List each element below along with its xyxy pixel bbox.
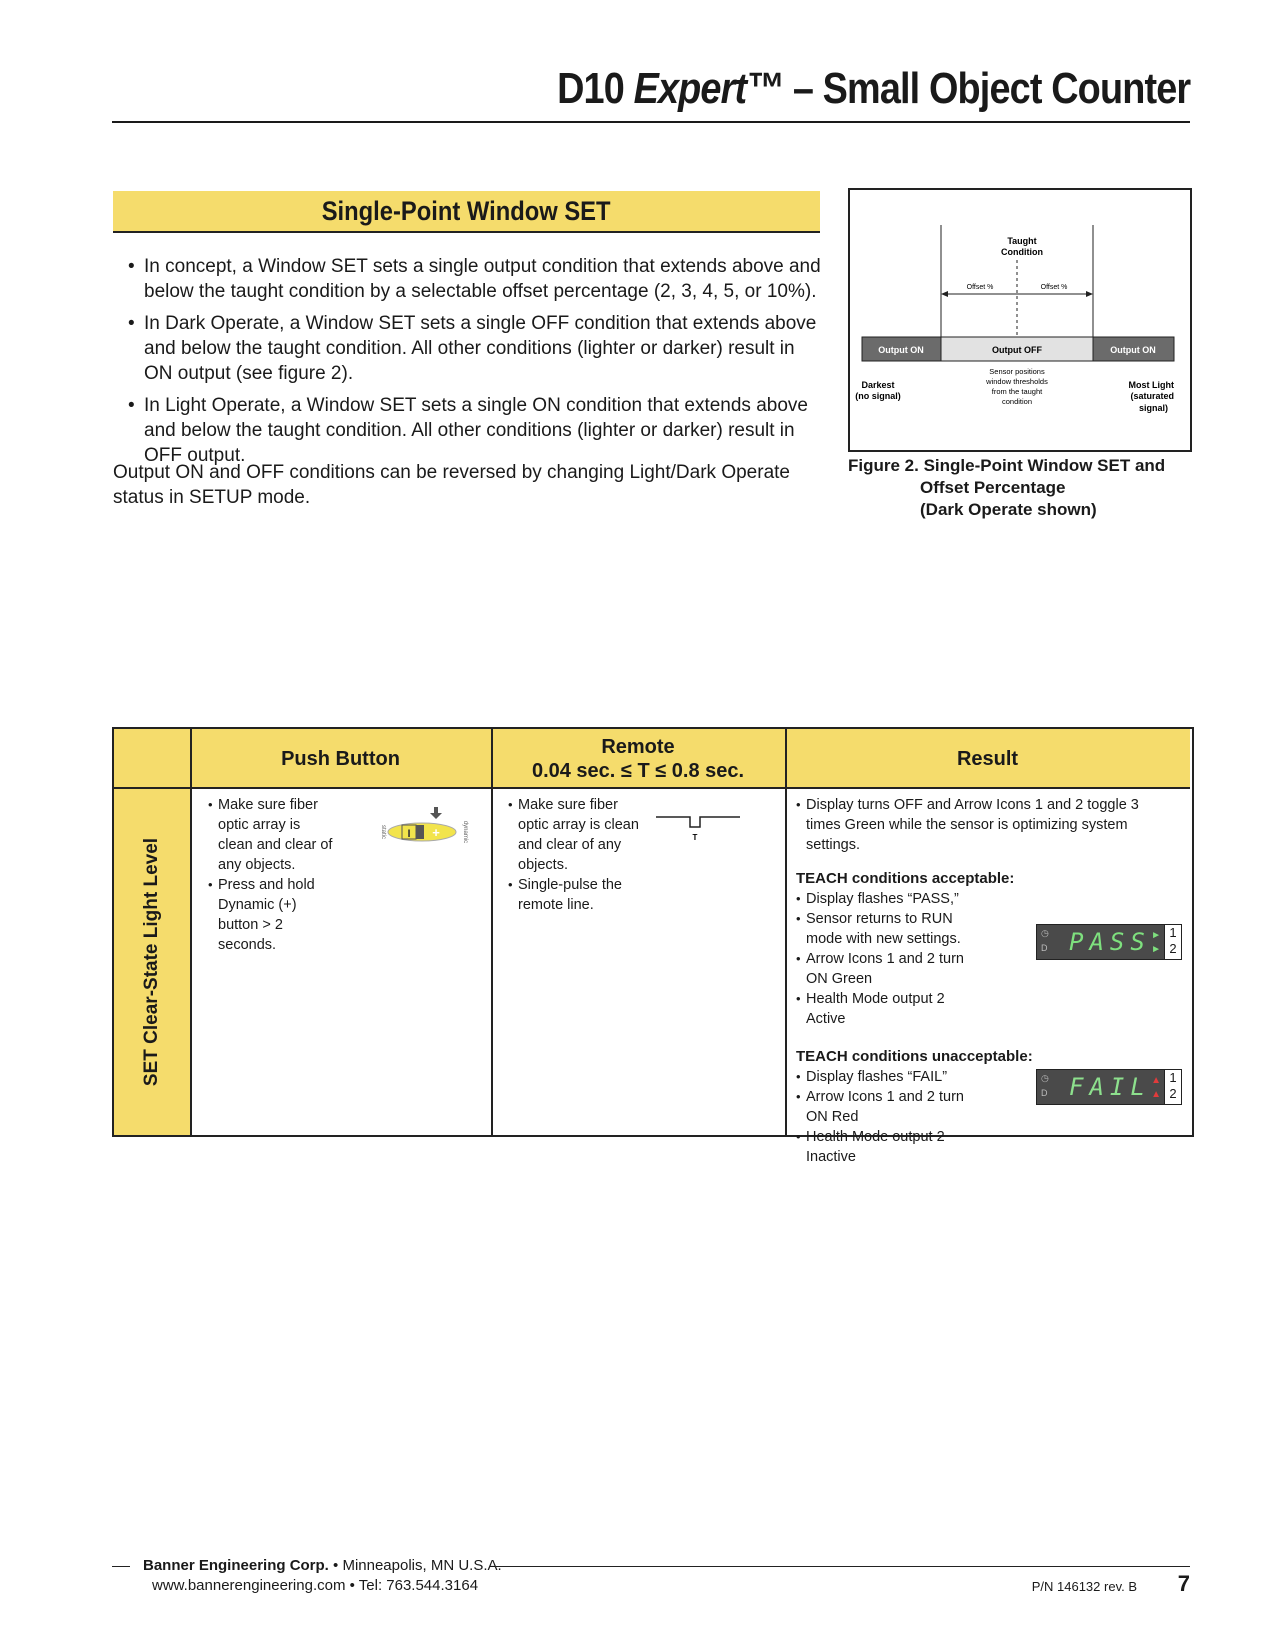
clock-icon: ◷ xyxy=(1041,928,1049,938)
list-item: • Arrow Icons 1 and 2 turn ON Red xyxy=(796,1087,976,1127)
footer-rule xyxy=(496,1566,1190,1567)
table-divider xyxy=(785,729,787,1135)
section-bullets xyxy=(128,254,828,475)
list-item: • Health Mode output 2 Inactive xyxy=(796,1127,976,1167)
d-icon: D xyxy=(1041,943,1048,953)
list-item: • Press and hold Dynamic (+) button > 2 seconds. xyxy=(208,875,338,955)
offset-arrow-left-icon xyxy=(941,291,948,297)
svg-text:static: static xyxy=(380,824,386,840)
thresholds-label-4: condition xyxy=(1001,397,1033,406)
footer-rule xyxy=(112,1566,130,1567)
table-divider xyxy=(491,729,493,1135)
svg-text:I: I xyxy=(407,828,411,840)
arrow-numbers: 1 2 xyxy=(1164,925,1181,959)
page-number: 7 xyxy=(1177,1571,1190,1596)
fail-display xyxy=(1036,1069,1182,1105)
list-item: • Make sure fiber optic array is clean and clear of any objects. xyxy=(508,795,648,875)
list-item: • Display flashes “FAIL” xyxy=(796,1067,976,1087)
header-rule xyxy=(112,121,1190,123)
footer-contact: www.bannerengineering.com • Tel: 763.544.3164 xyxy=(152,1577,479,1594)
list-item: • Health Mode output 2 Active xyxy=(796,989,976,1029)
list-item: • Display flashes “PASS,” xyxy=(796,889,976,909)
list-item: • Single-pulse the remote line. xyxy=(508,875,648,915)
acceptable-heading: TEACH conditions acceptable: xyxy=(796,870,1015,887)
light-label-1: Most Light xyxy=(1128,380,1174,390)
result-intro: • Display turns OFF and Arrow Icons 1 and 2 toggle 3 times Green while the sensor is optimizing system settings. xyxy=(796,795,1146,855)
part-number: P/N 146132 rev. B xyxy=(1031,1579,1137,1594)
list-item: • Sensor returns to RUN mode with new settings. xyxy=(796,909,976,949)
darkest-label-2: (no signal) xyxy=(855,391,901,401)
darkest-label-1: Darkest xyxy=(861,380,895,390)
svg-text:T: T xyxy=(692,833,698,842)
table-divider xyxy=(190,729,192,1135)
clock-icon: ◷ xyxy=(1041,1073,1049,1083)
remote-steps xyxy=(508,795,648,915)
footer-company: Banner Engineering Corp. • Minneapolis, MN U.S.A. xyxy=(143,1557,502,1574)
bullet-light-operate: • In Light Operate, a Window SET sets a single ON condition that extends above and below the taught condition. All other conditions (lighter or darker) result in OFF output. xyxy=(128,393,828,468)
dynamic-button-icon xyxy=(372,807,472,857)
bullet-concept: • In concept, a Window SET sets a single output condition that extends above and below the taught condition by a selectable offset percentage (2, 3, 4, 5, or 10%). xyxy=(128,254,828,304)
pass-display-text: PASS xyxy=(1069,928,1151,956)
arrow-numbers: 1 2 xyxy=(1164,1070,1181,1104)
body-paragraph: Output ON and OFF conditions can be reversed by changing Light/Dark Operate status in SETUP mode. xyxy=(113,462,790,508)
svg-text:dynamic: dynamic xyxy=(462,820,468,844)
offset-arrow-right-icon xyxy=(1086,291,1093,297)
offset-label-right: Offset % xyxy=(1040,284,1068,291)
svg-text:+: + xyxy=(432,825,440,840)
light-label-2: (saturated xyxy=(1130,391,1174,401)
set-procedure-table xyxy=(112,727,1194,1165)
page-title: D10 Expert™ – Small Object Counter xyxy=(556,64,1190,113)
row-label: SET Clear-State Light Level xyxy=(114,789,190,1135)
thresholds-label-3: from the taught xyxy=(991,387,1043,396)
header-result: Result xyxy=(785,729,1190,789)
remote-pulse-icon xyxy=(654,813,744,843)
thresholds-label-1: Sensor positions xyxy=(989,367,1045,376)
bar-label-left: Output ON xyxy=(878,345,924,355)
window-set-diagram xyxy=(850,190,1190,450)
arrow-2-red-icon: ▲ xyxy=(1151,1089,1161,1100)
thresholds-label-2: window thresholds xyxy=(986,377,1048,386)
figure-caption: Figure 2. Single-Point Window SET and Offset Percentage (Dark Operate shown) xyxy=(848,456,1166,519)
taught-label-1: Taught xyxy=(1007,236,1037,246)
bar-label-center: Output OFF xyxy=(992,345,1042,355)
list-item: • Make sure fiber optic array is clean and clear of any objects. xyxy=(208,795,338,875)
result-content xyxy=(796,795,1176,1167)
offset-label-left: Offset % xyxy=(966,284,994,291)
table-header-corner xyxy=(114,729,190,789)
section-heading: Single-Point Window SET xyxy=(113,191,820,233)
pass-display xyxy=(1036,924,1182,960)
arrow-1-green-icon: ► xyxy=(1151,930,1161,941)
push-button-steps xyxy=(208,795,338,955)
d-icon: D xyxy=(1041,1088,1048,1098)
fail-display-text: FAIL xyxy=(1069,1073,1151,1101)
header-remote: Remote 0.04 sec. ≤ T ≤ 0.8 sec. xyxy=(491,729,785,789)
product-name: Expert™ xyxy=(633,64,783,113)
window-set-figure xyxy=(848,188,1192,452)
taught-label-2: Condition xyxy=(1001,247,1043,257)
bullet-dark-operate: • In Dark Operate, a Window SET sets a single OFF condition that extends above and below the taught condition. All other conditions (lighter or darker) result in ON output (see figure 2). xyxy=(128,311,828,386)
header-push-button: Push Button xyxy=(190,729,491,789)
arrow-2-green-icon: ► xyxy=(1151,944,1161,955)
light-label-3: signal) xyxy=(1138,403,1168,413)
arrow-1-red-icon: ▲ xyxy=(1151,1075,1161,1086)
bar-label-right: Output ON xyxy=(1110,345,1156,355)
unacceptable-heading: TEACH conditions unacceptable: xyxy=(796,1048,1033,1065)
list-item: • Arrow Icons 1 and 2 turn ON Green xyxy=(796,949,976,989)
